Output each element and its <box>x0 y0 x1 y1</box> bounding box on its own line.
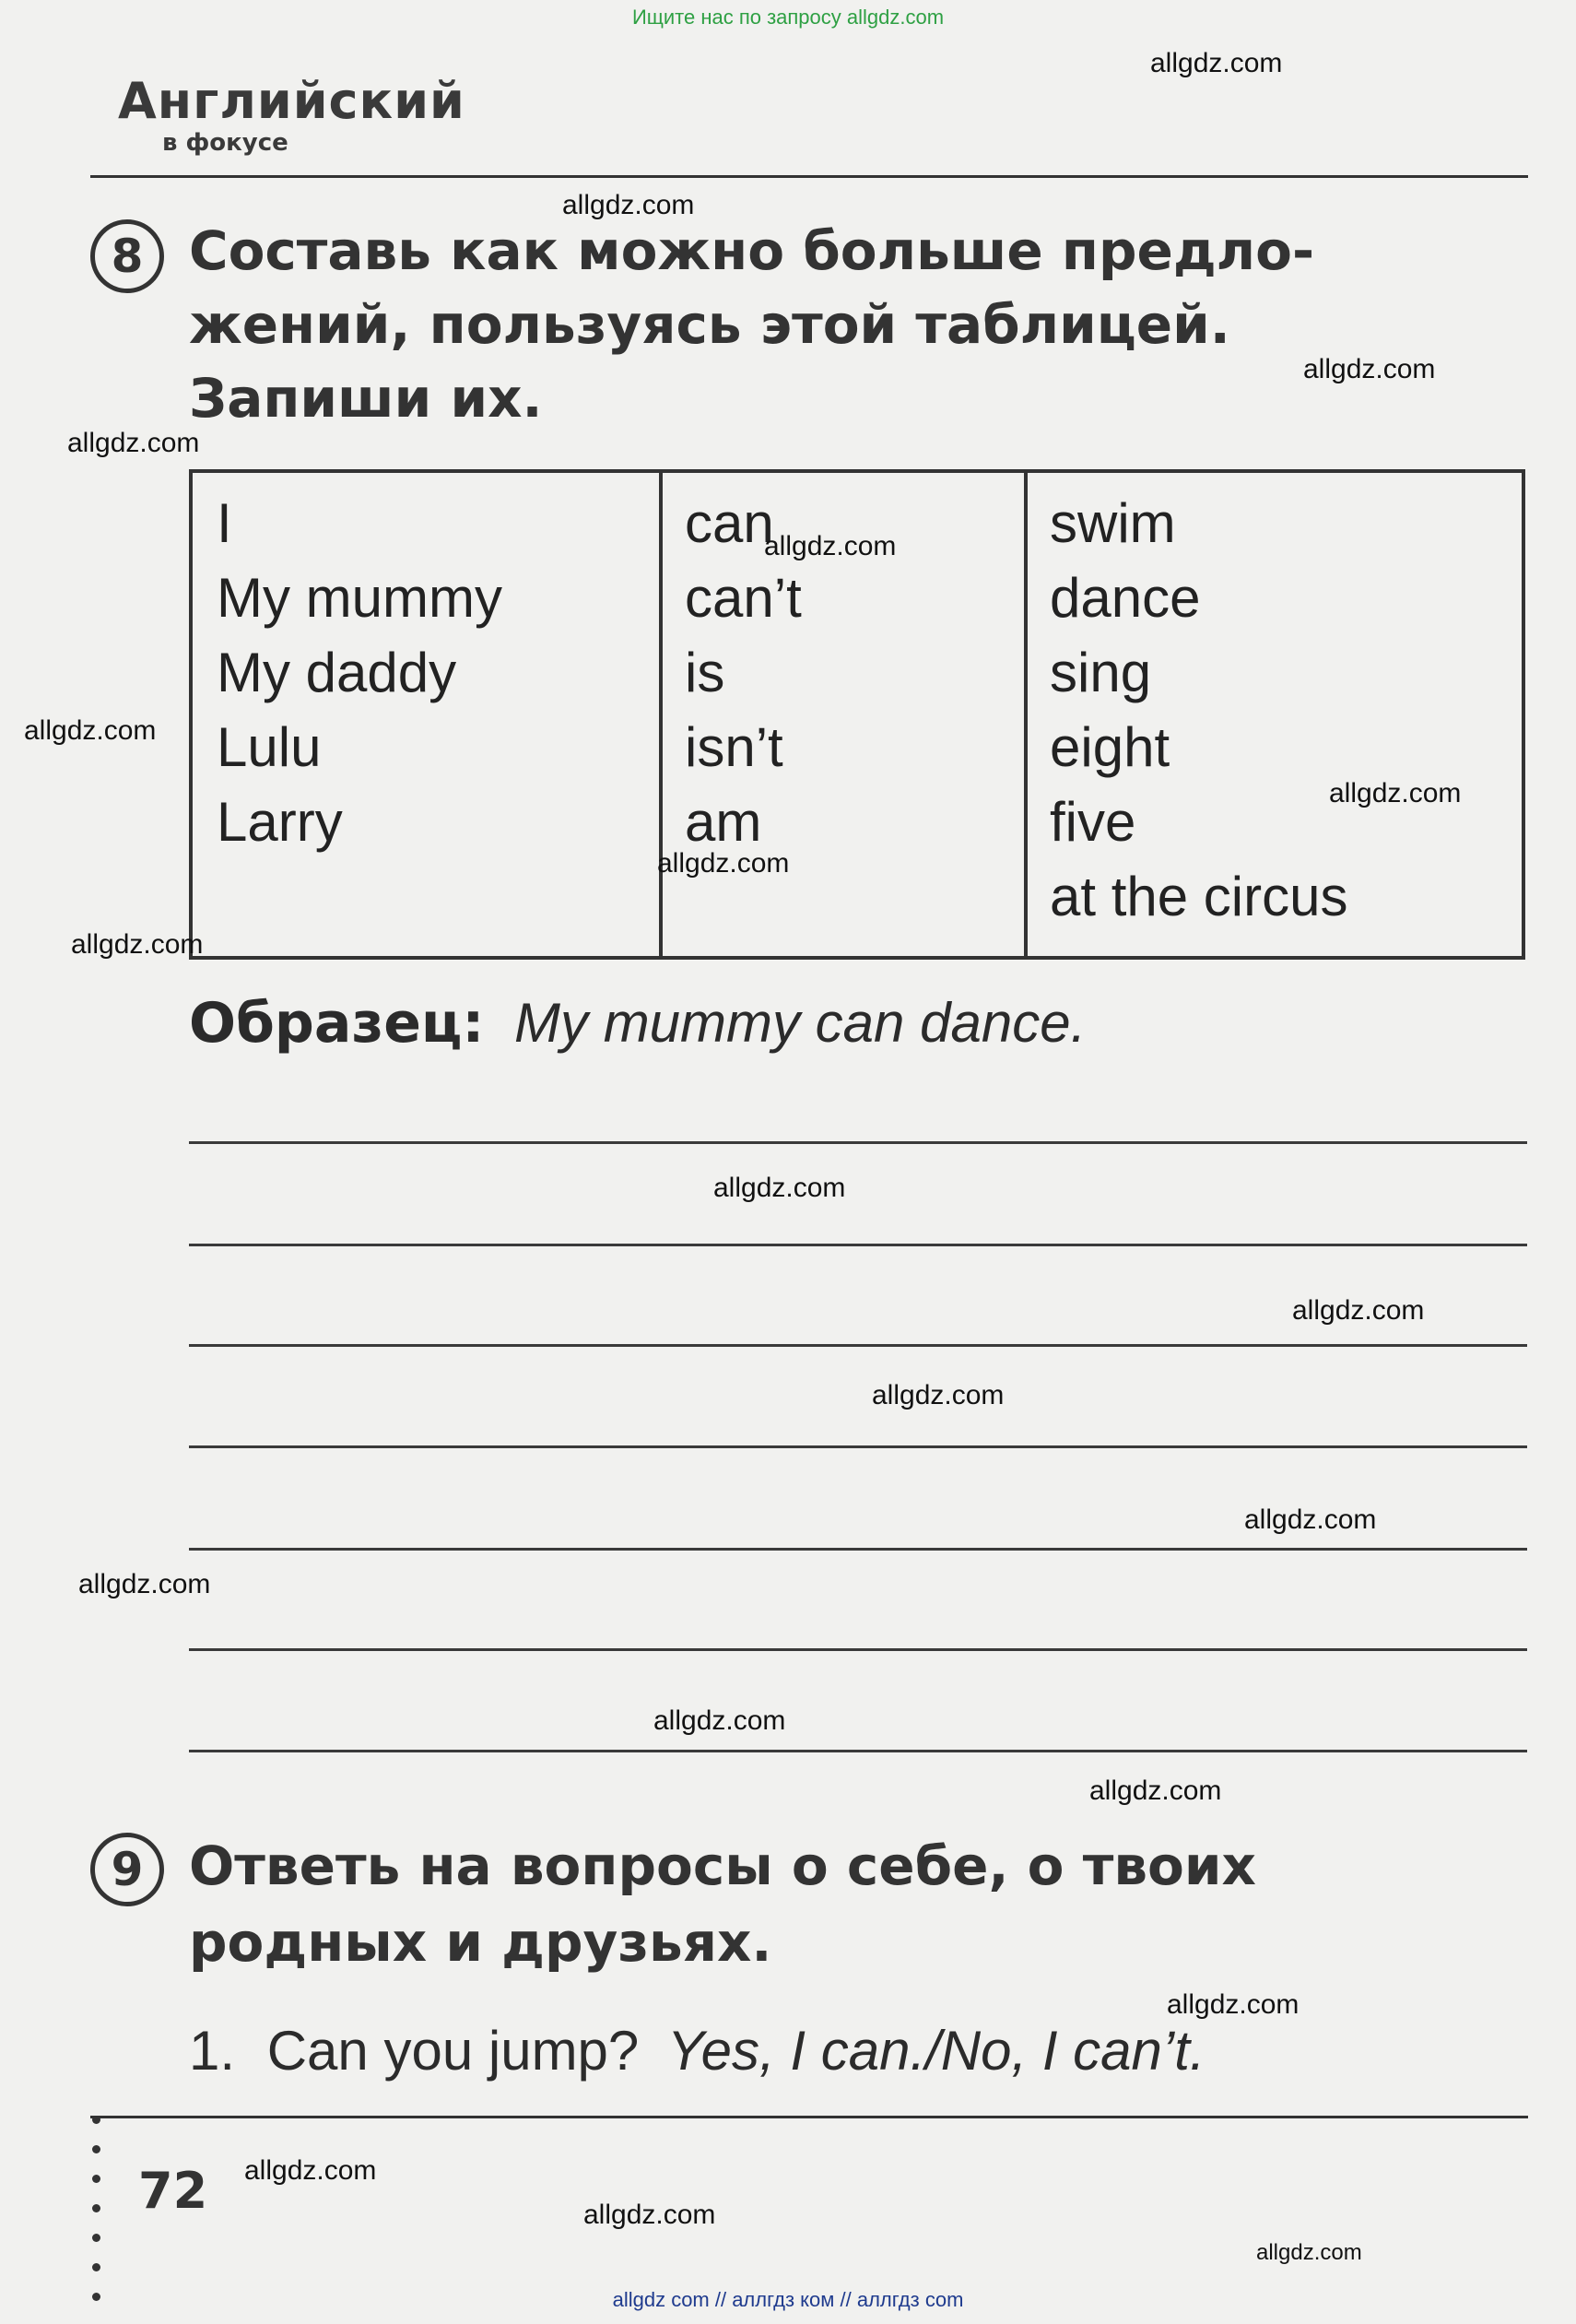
watermark: allgdz.com <box>1089 1775 1222 1806</box>
watermark: allgdz.com <box>657 848 790 879</box>
footer-rule <box>90 2116 1528 2118</box>
task-9-number: 9 <box>90 1833 164 1906</box>
sample-text: My mummy can dance. <box>514 992 1087 1054</box>
table-cell: at the circus <box>1050 866 1348 927</box>
watermark: allgdz.com <box>653 1705 786 1736</box>
watermark: allgdz.com <box>583 2200 716 2230</box>
table-cell: sing <box>1050 642 1152 703</box>
watermark: allgdz.com <box>1292 1295 1425 1326</box>
table-cell: isn’t <box>685 716 783 778</box>
watermark: allgdz.com <box>713 1173 846 1203</box>
watermark: allgdz.com <box>1244 1504 1377 1535</box>
watermark: allgdz.com <box>1329 778 1462 808</box>
table-cell: Larry <box>217 791 343 853</box>
task-9-line-2: родных и друзьях. <box>189 1911 772 1974</box>
table-cell: five <box>1050 791 1136 853</box>
table-cell: am <box>685 791 762 853</box>
watermark: allgdz.com <box>764 531 897 561</box>
answer-line[interactable] <box>189 1750 1527 1752</box>
top-banner: Ищите нас по запросу allgdz.com <box>631 6 945 29</box>
table-col-subjects <box>191 471 661 958</box>
watermark: allgdz.com <box>872 1380 1005 1410</box>
table-cell: swim <box>1050 492 1176 554</box>
watermark: allgdz.com <box>244 2155 377 2186</box>
answer-line[interactable] <box>189 1648 1527 1651</box>
watermark: allgdz.com <box>71 929 204 960</box>
table-cell: My daddy <box>217 642 457 703</box>
answer-line[interactable] <box>189 1244 1527 1246</box>
watermark: allgdz.com <box>1150 48 1283 78</box>
watermark: allgdz.com <box>1256 2240 1362 2265</box>
bottom-banner: allgdz com // аллгдз ком // аллгдз com <box>612 2288 964 2311</box>
question-1-answer: Yes, I can./No, I can’t. <box>666 2020 1206 2082</box>
answer-line[interactable] <box>189 1344 1527 1347</box>
table-cell: eight <box>1050 716 1170 778</box>
logo-subtitle: в фокусе <box>162 129 288 157</box>
table-cell: My mummy <box>217 567 502 629</box>
table-col-complements <box>1026 471 1523 958</box>
question-1-number: 1. <box>189 2020 236 2082</box>
table-cell: dance <box>1050 567 1201 629</box>
margin-dots <box>92 2116 101 2322</box>
task-8-line-2: жений, пользуясь этой таблицей. <box>189 293 1230 356</box>
answer-line[interactable] <box>189 1548 1527 1551</box>
watermark: allgdz.com <box>24 715 157 746</box>
watermark: allgdz.com <box>562 190 695 220</box>
task-8-line-1: Составь как можно больше предло- <box>189 219 1315 282</box>
table-cell: can’t <box>685 567 802 629</box>
answer-line[interactable] <box>189 1445 1527 1448</box>
watermark: allgdz.com <box>1167 1989 1300 2020</box>
watermark: allgdz.com <box>78 1569 211 1599</box>
watermark: allgdz.com <box>67 428 200 458</box>
table-cell: I <box>217 492 232 554</box>
sample-sentence <box>189 991 1086 1056</box>
task-8-number: 8 <box>90 219 164 293</box>
page-number: 72 <box>138 2162 208 2220</box>
task-8-line-3: Запиши их. <box>189 367 543 430</box>
question-1-text: Can you jump? <box>266 2020 640 2082</box>
table-cell: can <box>685 492 774 554</box>
watermark: allgdz.com <box>1303 354 1436 384</box>
task-9-line-1: Ответь на вопросы о себе, о твоих <box>189 1834 1256 1897</box>
sample-label: Образец: <box>189 991 485 1056</box>
table-cell: is <box>685 642 725 703</box>
header-rule <box>90 175 1528 178</box>
question-1 <box>189 2019 1206 2082</box>
logo-title: Английский <box>118 72 465 130</box>
table-cell: Lulu <box>217 716 322 778</box>
answer-line[interactable] <box>189 1141 1527 1144</box>
